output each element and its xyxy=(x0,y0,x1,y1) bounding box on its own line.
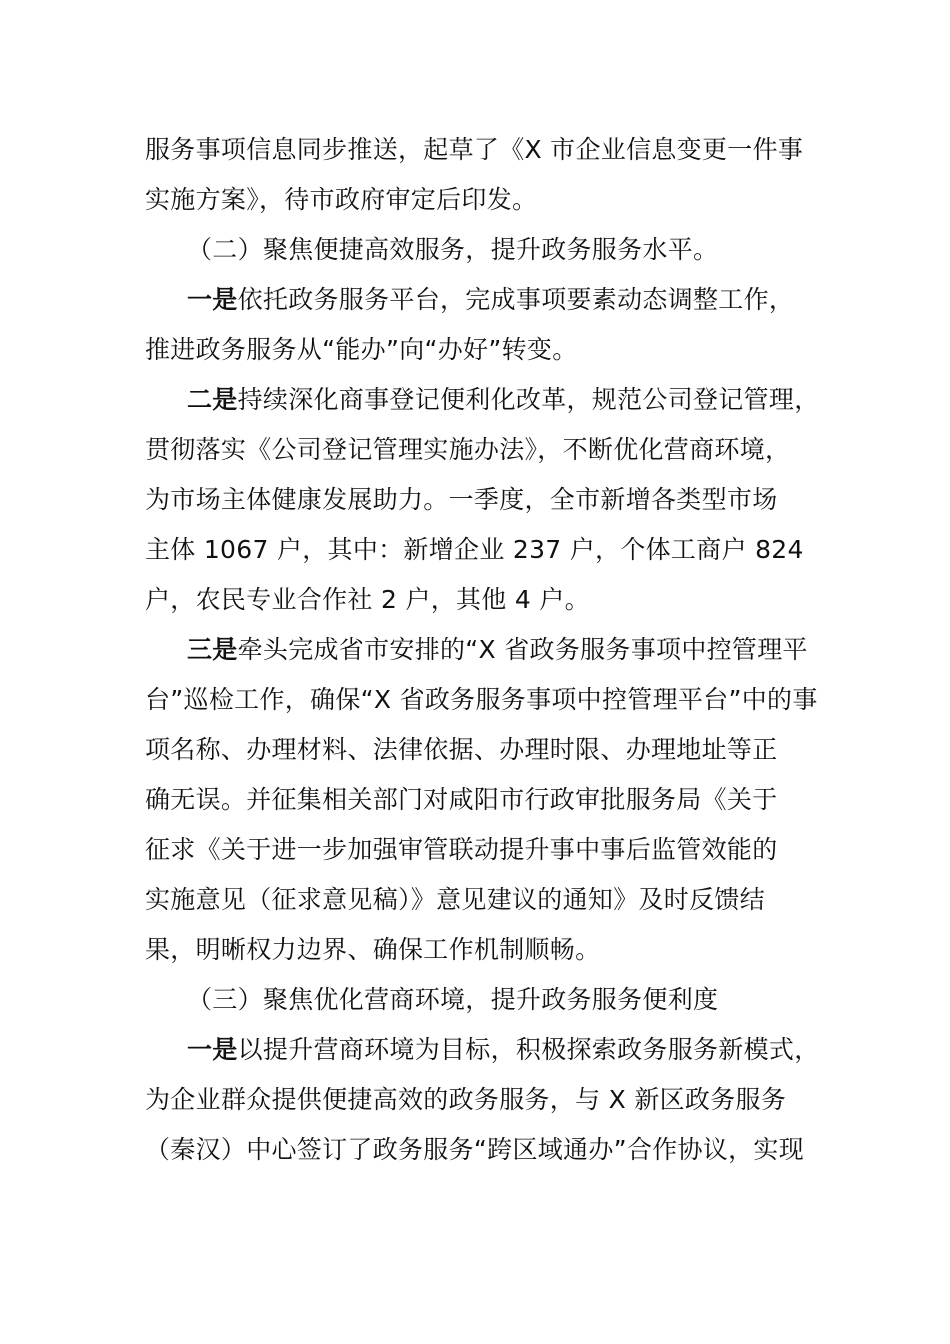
text: 项名称、办理材料、法律依据、办理时限、办理地址等正 xyxy=(145,735,778,764)
text: 持续深化商事登记便利化改革，规范公司登记管理， xyxy=(237,385,820,414)
text-line xyxy=(145,880,845,920)
text: 果，明晰权力边界、确保工作机制顺畅。 xyxy=(145,935,601,964)
text: 实施方案》，待市政府审定后印发。 xyxy=(145,185,538,214)
text-line xyxy=(145,1130,845,1170)
text: 推进政务服务从“能办”向“办好”转变。 xyxy=(145,335,578,364)
lead-label: 三是 xyxy=(187,635,238,664)
text: 实施意见（征求意见稿）》意见建议的通知》及时反馈结 xyxy=(145,885,766,914)
lead-label: 一是 xyxy=(187,285,238,314)
text-line xyxy=(145,830,845,870)
text-line xyxy=(145,130,845,170)
text: （三）聚焦优化营商环境，提升政务服务便利度 xyxy=(187,985,719,1014)
text: 服务事项信息同步推送，起草了《X 市企业信息变更一件事 xyxy=(145,135,804,164)
text-line xyxy=(145,730,845,770)
text-line xyxy=(187,1030,887,1070)
text-line xyxy=(145,780,845,820)
text: 以提升营商环境为目标，积极探索政务服务新模式， xyxy=(237,1035,820,1064)
text: 征求《关于进一步加强审管联动提升事中事后监管效能的 xyxy=(145,835,778,864)
text: 贯彻落实《公司登记管理实施办法》，不断优化营商环境， xyxy=(145,435,791,464)
text: （秦汉）中心签订了政务服务“跨区域通办”合作协议，实现 xyxy=(145,1135,805,1164)
section-heading xyxy=(187,980,887,1020)
text-line xyxy=(145,680,845,720)
text: 户，农民专业合作社 2 户，其他 4 户。 xyxy=(145,585,590,614)
text: 为企业群众提供便捷高效的政务服务，与 X 新区政务服务 xyxy=(145,1085,787,1114)
text-line xyxy=(145,330,845,370)
text: 台”巡检工作，确保“X 省政务服务事项中控管理平台”中的事 xyxy=(145,685,818,714)
text: 牵头完成省市安排的“X 省政务服务事项中控管理平 xyxy=(237,635,808,664)
text-line xyxy=(145,530,845,570)
text-line xyxy=(145,580,845,620)
section-heading xyxy=(187,230,887,270)
text: （二）聚焦便捷高效服务，提升政务服务水平。 xyxy=(187,235,719,264)
text: 确无误。并征集相关部门对咸阳市行政审批服务局《关于 xyxy=(145,785,778,814)
text-line xyxy=(145,430,845,470)
text-line xyxy=(145,1080,845,1120)
text-line xyxy=(187,380,887,420)
lead-label: 二是 xyxy=(187,385,238,414)
text-line xyxy=(187,280,887,320)
text: 主体 1067 户，其中：新增企业 237 户，个体工商户 824 xyxy=(145,535,804,564)
text: 依托政务服务平台，完成事项要素动态调整工作， xyxy=(237,285,795,314)
lead-label: 一是 xyxy=(187,1035,238,1064)
text-line xyxy=(187,630,887,670)
text-line xyxy=(145,930,845,970)
text: 为市场主体健康发展助力。一季度，全市新增各类型市场 xyxy=(145,485,778,514)
text-line xyxy=(145,180,845,220)
text-line xyxy=(145,480,845,520)
